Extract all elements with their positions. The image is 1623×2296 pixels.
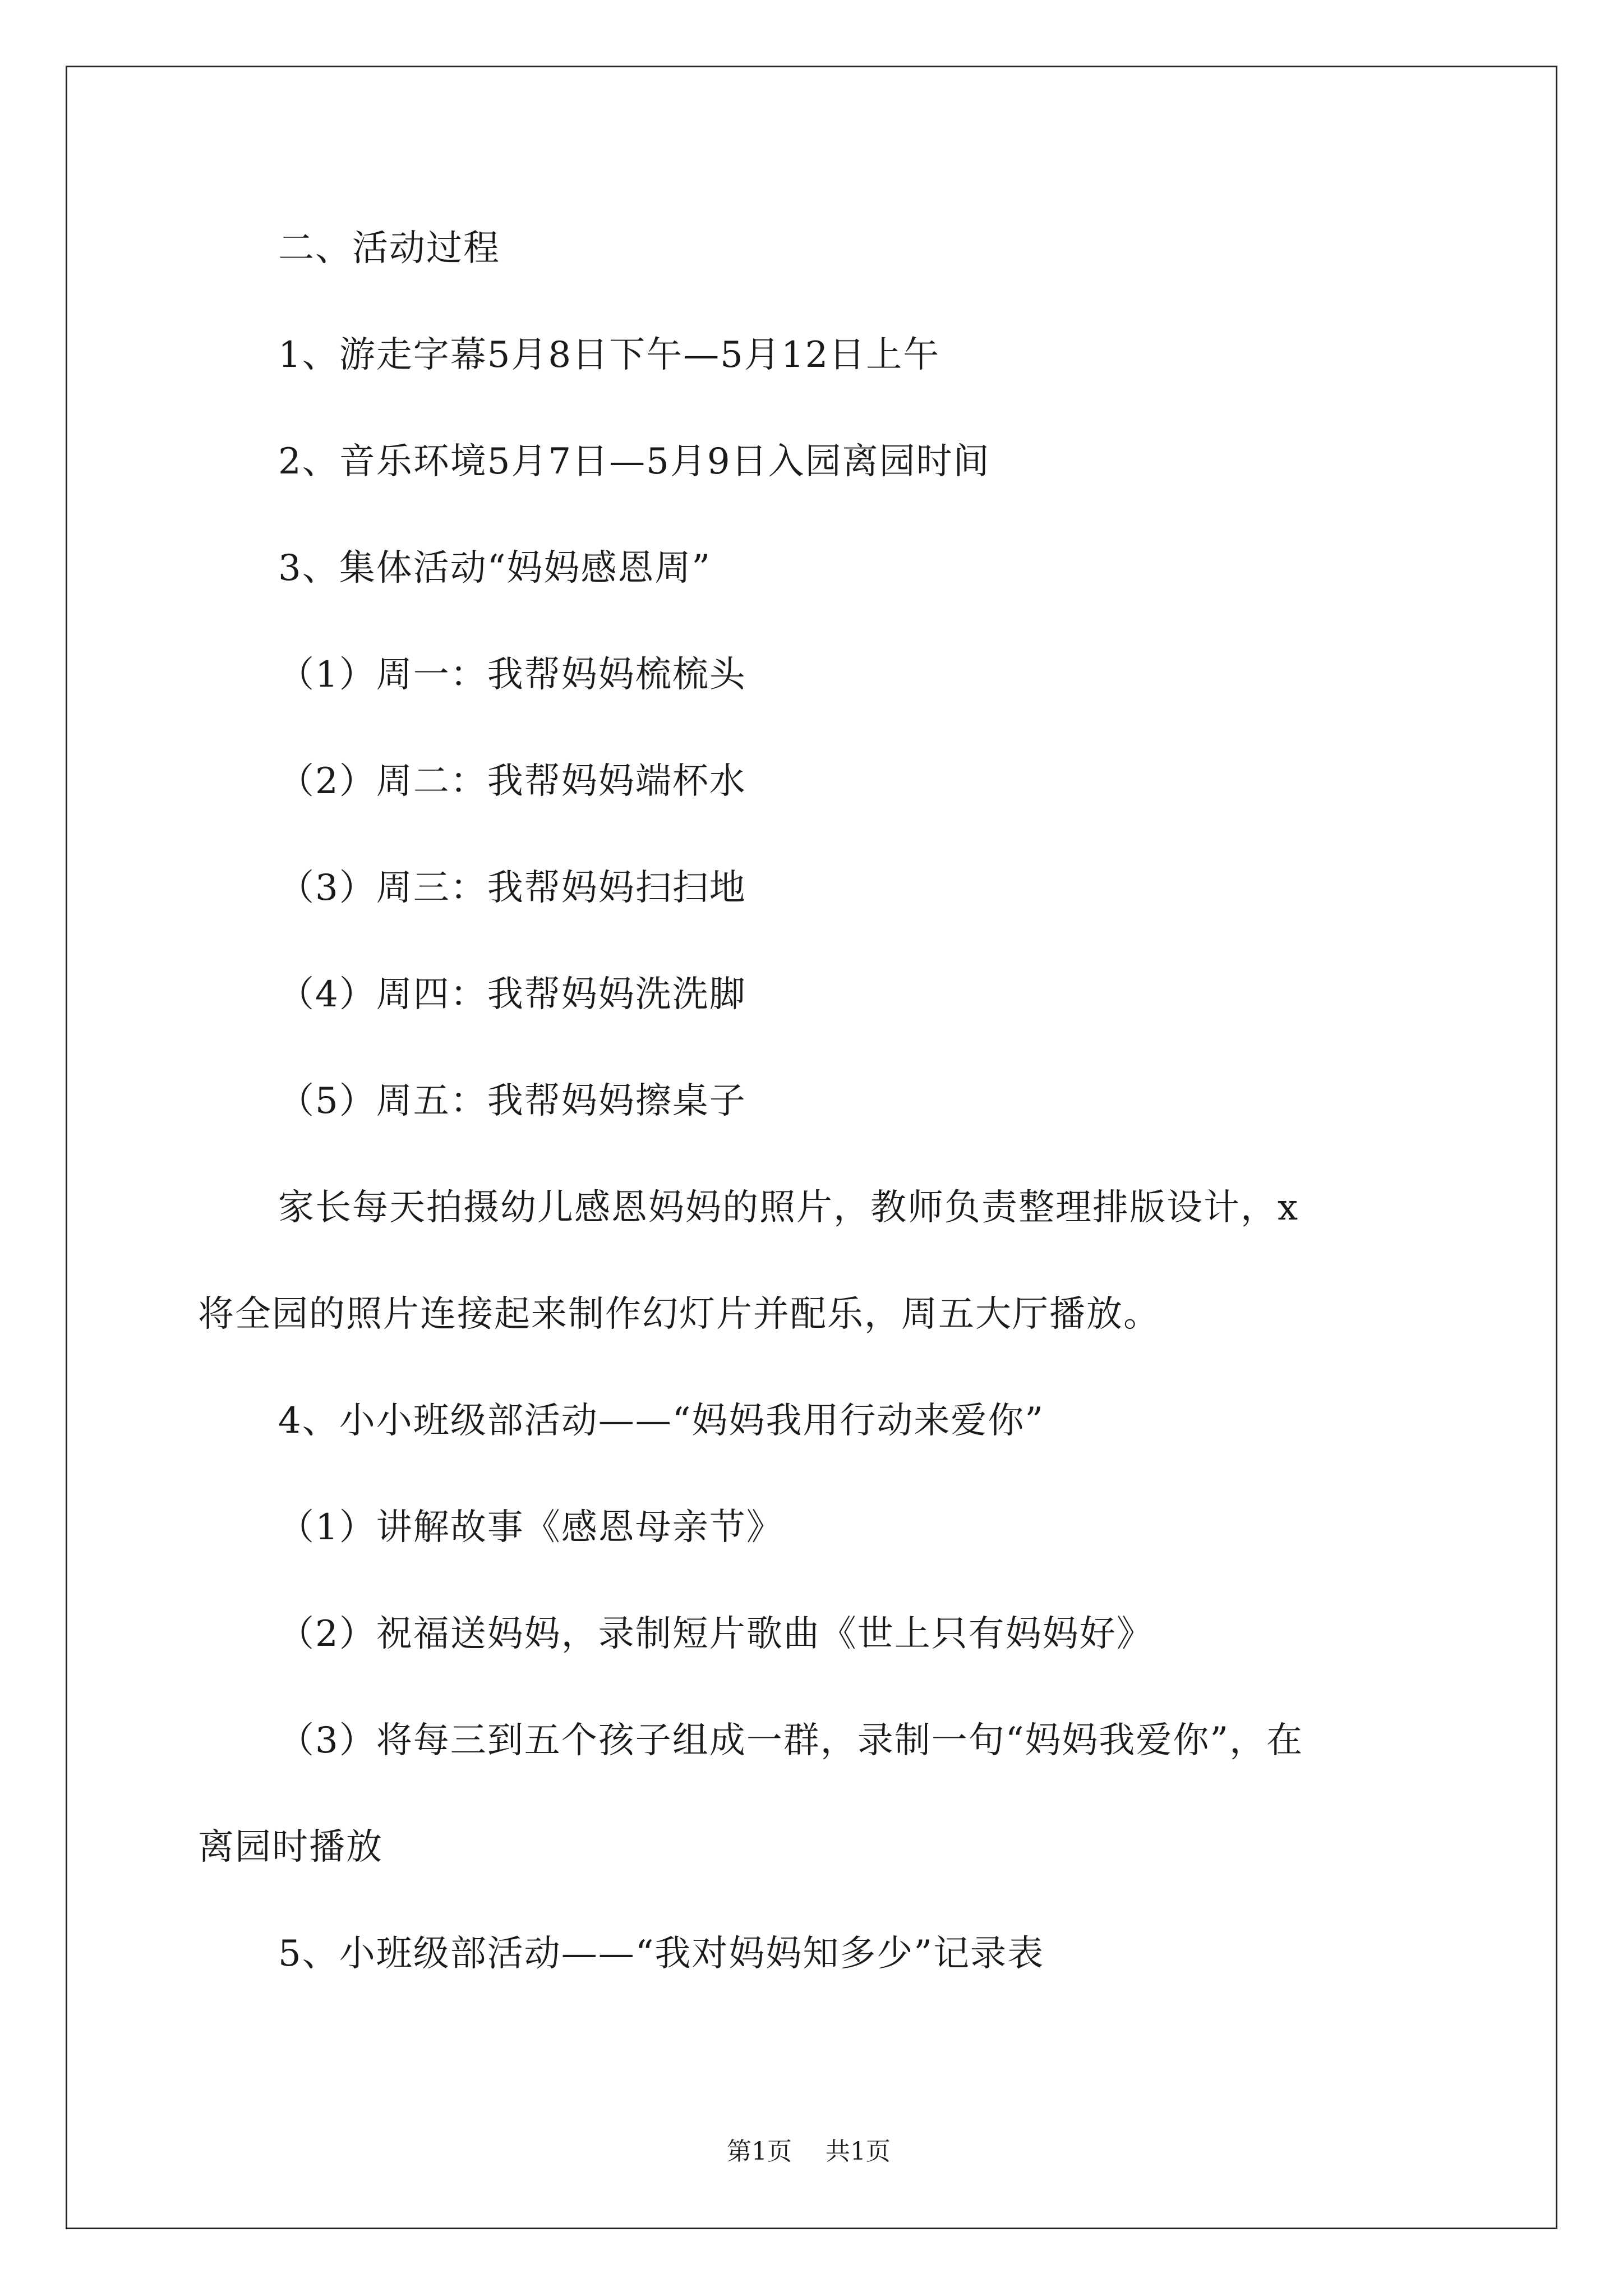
page-frame [66, 66, 1557, 2229]
list-item: 离园时播放 [198, 1826, 383, 1868]
paragraph-line: 将全园的照片连接起来制作幻灯片并配乐，周五大厅播放。 [198, 1294, 1160, 1335]
page-count: 共1页 [826, 2137, 891, 2166]
list-item: （3）将每三到五个孩子组成一群，录制一句“妈妈我爱你”，在 [278, 1720, 1304, 1761]
list-item: （1）周一：我帮妈妈梳梳头 [278, 654, 746, 696]
list-item: 1、游走字幕5月8日下午—5月12日上午 [278, 334, 940, 376]
page-number: 第1页 [727, 2137, 792, 2166]
list-item: 5、小班级部活动——“我对妈妈知多少”记录表 [278, 1933, 1045, 1975]
section-heading: 二、活动过程 [278, 228, 500, 269]
list-item: 3、集体活动“妈妈感恩周” [278, 547, 712, 589]
paragraph-line: 家长每天拍摄幼儿感恩妈妈的照片，教师负责整理排版设计，x [278, 1187, 1299, 1228]
list-item: （2）周二：我帮妈妈端杯水 [278, 761, 746, 802]
list-item: （5）周五：我帮妈妈擦桌子 [278, 1080, 746, 1122]
list-item: （4）周四：我帮妈妈洗洗脚 [278, 974, 746, 1015]
list-item: 4、小小班级部活动——“妈妈我用行动来爱你” [278, 1400, 1045, 1442]
list-item: （2）祝福送妈妈，录制短片歌曲《世上只有妈妈好》 [278, 1613, 1154, 1655]
list-item: （1）讲解故事《感恩母亲节》 [278, 1507, 783, 1548]
list-item: （3）周三：我帮妈妈扫扫地 [278, 867, 746, 909]
page-footer [727, 2136, 891, 2168]
list-item: 2、音乐环境5月7日—5月9日入园离园时间 [278, 441, 990, 482]
